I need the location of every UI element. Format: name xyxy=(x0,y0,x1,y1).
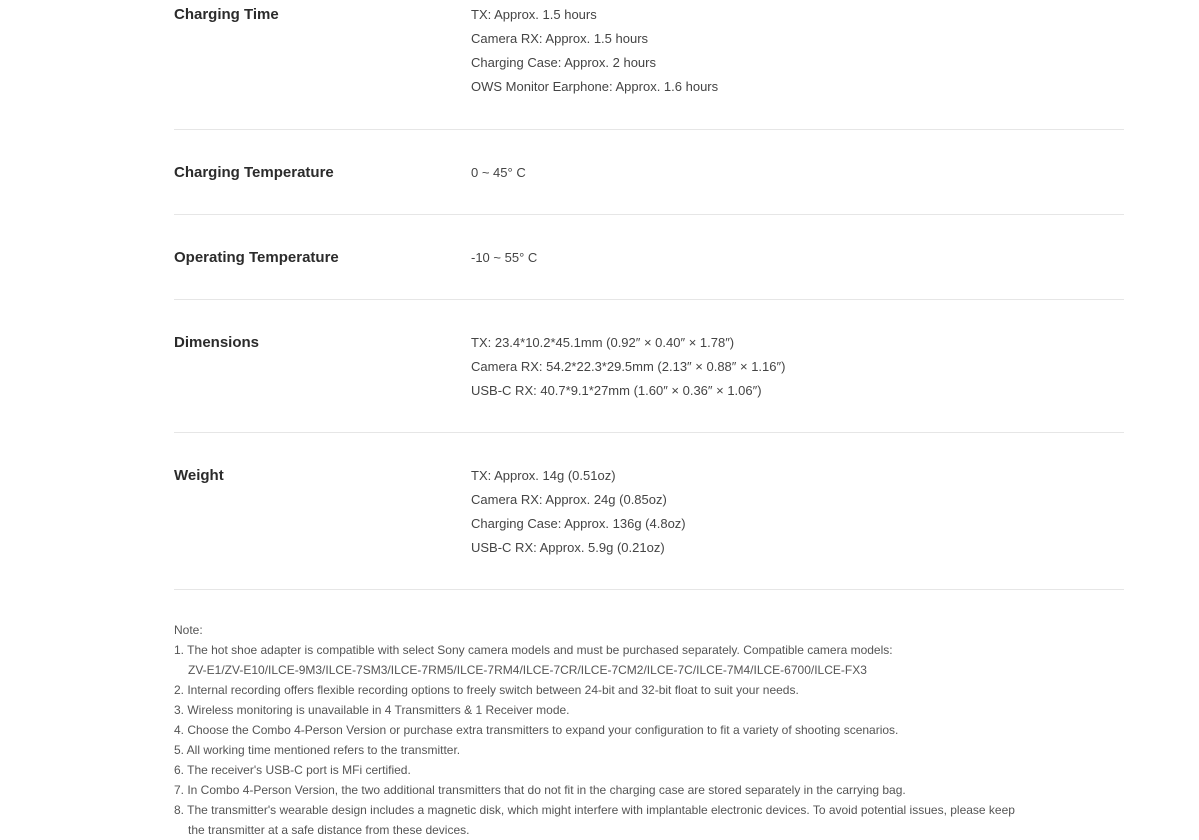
note-text-continued: the transmitter at a safe distance from these devices. xyxy=(188,823,470,837)
spec-values xyxy=(471,464,686,560)
spec-value: Camera RX: Approx. 24g (0.85oz) xyxy=(471,492,667,507)
spec-value: TX: Approx. 14g (0.51oz) xyxy=(471,468,616,483)
notes-section xyxy=(174,620,1134,840)
note-item-1 xyxy=(174,640,1134,680)
note-item-3: 3. Wireless monitoring is unavailable in 4 Transmitters & 1 Receiver mode. xyxy=(174,703,570,717)
spec-label: Dimensions xyxy=(174,334,260,351)
spec-values xyxy=(471,161,526,185)
note-item-7: 7. In Combo 4-Person Version, the two additional transmitters that do not fit in the charging case are stored separately in the carrying bag. xyxy=(174,783,906,797)
note-item-8 xyxy=(174,800,1134,840)
spec-value: Camera RX: 54.2*22.3*29.5mm (2.13″ × 0.88″ × 1.16″) xyxy=(471,359,786,374)
spec-value: 0 ~ 45° C xyxy=(471,165,526,180)
spec-value: TX: 23.4*10.2*45.1mm (0.92″ × 0.40″ × 1.78″) xyxy=(471,335,735,350)
spec-row-charging-time xyxy=(174,0,1124,130)
note-item-6: 6. The receiver's USB-C port is MFi certified. xyxy=(174,763,411,777)
note-text: 8. The transmitter's wearable design includes a magnetic disk, which might interfere with implantable electronic devices. To avoid potential issues, please keep xyxy=(174,803,1015,817)
spec-row-weight xyxy=(174,433,1124,590)
note-item-5: 5. All working time mentioned refers to the transmitter. xyxy=(174,743,461,757)
spec-row-dimensions xyxy=(174,300,1124,433)
spec-values xyxy=(471,3,718,99)
note-item-4: 4. Choose the Combo 4-Person Version or purchase extra transmitters to expand your configuration to fit a variety of shooting scenarios. xyxy=(174,723,899,737)
note-text: 1. The hot shoe adapter is compatible with select Sony camera models and must be purchased separately. Compatible camera models: xyxy=(174,643,893,657)
spec-value: Charging Case: Approx. 2 hours xyxy=(471,55,656,70)
spec-label: Charging Temperature xyxy=(174,164,334,181)
notes-title: Note: xyxy=(174,623,203,637)
spec-values xyxy=(471,331,785,403)
note-text-continued: ZV-E1/ZV-E10/ILCE-9M3/ILCE-7SM3/ILCE-7RM5/ILCE-7RM4/ILCE-7CR/ILCE-7CM2/ILCE-7C/ILCE-7M4/ILCE-6700/ILCE-FX3 xyxy=(188,663,867,677)
spec-row-operating-temperature xyxy=(174,215,1124,300)
spec-value: -10 ~ 55° C xyxy=(471,250,538,265)
spec-row-charging-temperature xyxy=(174,130,1124,215)
spec-value: OWS Monitor Earphone: Approx. 1.6 hours xyxy=(471,79,719,94)
spec-value: USB-C RX: Approx. 5.9g (0.21oz) xyxy=(471,540,665,555)
spec-value: Camera RX: Approx. 1.5 hours xyxy=(471,31,649,46)
spec-table xyxy=(174,0,1124,590)
spec-value: USB-C RX: 40.7*9.1*27mm (1.60″ × 0.36″ × 1.06″) xyxy=(471,383,762,398)
spec-value: TX: Approx. 1.5 hours xyxy=(471,7,597,22)
note-item-2: 2. Internal recording offers flexible recording options to freely switch between 24-bit and 32-bit float to suit your needs. xyxy=(174,683,799,697)
spec-values xyxy=(471,246,537,270)
spec-label: Weight xyxy=(174,467,224,484)
spec-label: Charging Time xyxy=(174,6,279,23)
spec-value: Charging Case: Approx. 136g (4.8oz) xyxy=(471,516,686,531)
spec-label: Operating Temperature xyxy=(174,249,339,266)
